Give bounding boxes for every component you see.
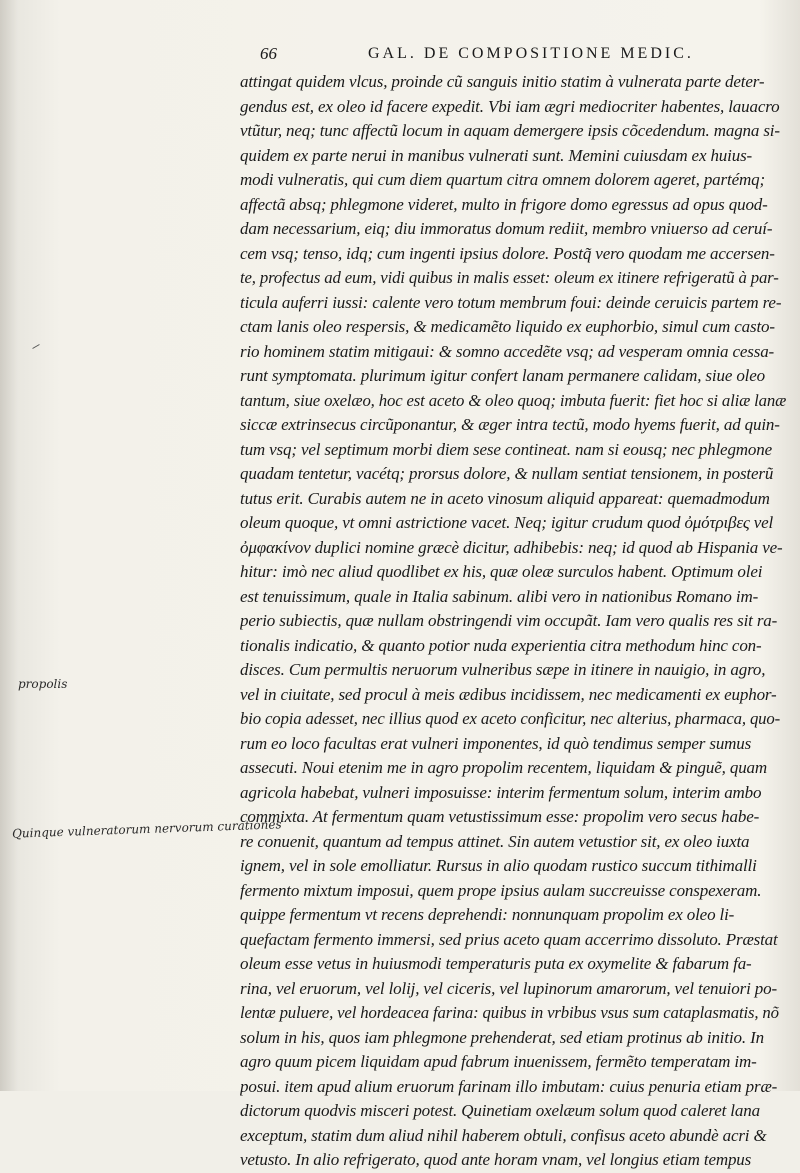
text-line: oleum esse vetus in huiusmodi temperaturis puta ex oxymelite & fabarum fa- (240, 954, 752, 973)
text-line: affectã absq; phlegmone videret, multo in frigore domo egressus ad opus quod- (240, 194, 768, 214)
text-line: rina, vel eruorum, vel lolij, vel ciceris, vel lupinorum amarorum, vel tenuiori po- (240, 978, 777, 998)
text-line: oleum quoque, vt omni astrictione vacet. Neq; igitur crudum quod ὀμότριβες vel (240, 513, 774, 532)
text-line: solum in his, quos iam phlegmone prehenderat, sed etiam protinus ab initio. In (240, 1027, 764, 1047)
text-line: ὀμφακίνον duplici nomine græcè dicitur, adhibebis: neq; id quod ab Hispania ve- (240, 537, 783, 557)
text-line: tionalis indicatio, & quanto potior nuda experientia citra methodum hinc con- (240, 635, 762, 655)
text-line: re conuenit, quantum ad tempus attinet. Sin autem vetustior sit, ex oleo iuxta (240, 831, 750, 851)
text-line: vel in ciuitate, sed procul à meis ædibus incidissem, nec medicamenti ex euphor- (240, 684, 777, 704)
margin-note-propolis: propolis (18, 677, 68, 691)
text-line: lentæ puluere, vel hordeacea farina: quibus in vrbibus vsus sum cataplasmatis, nõ (240, 1003, 779, 1022)
text-line: ticula auferri iussi: calente vero totum membrum foui: deinde ceruicis partem re- (240, 292, 782, 312)
text-line: ctam lanis oleo respersis, & medicamẽto liquido ex euphorbio, simul cum casto- (240, 317, 775, 336)
text-line: quefactam fermento immersi, sed prius aceto quam accerrimo dissoluto. Præstat (240, 929, 778, 949)
text-line: quidem ex parte nerui in manibus vulnerati sunt. Memini cuiusdam ex huius- (240, 145, 753, 165)
text-line: attingat quidem vlcus, proinde cũ sanguis initio statim à vulnerata parte deter- (240, 72, 765, 91)
text-line: posui. item apud alium eruorum farinam illo imbutam: cuius penuria etiam præ- (240, 1076, 778, 1096)
text-line: cem vsq; tenso, idq; cum ingenti ipsius dolore. Postq̃ vero quodam me accersen- (240, 243, 775, 263)
text-line: dam necessarium, eiq; diu immoratus domum rediit, membro vniuerso ad ceruí- (240, 219, 773, 238)
text-line: exceptum, statim dum aliud nihil haberem obtuli, confisus aceto abundè acri & (240, 1125, 767, 1145)
text-line: te, profectus ad eum, vidi quibus in malis esset: oleum ex itinere refrigeratũ à par- (240, 268, 779, 287)
text-line: siccæ extrinsecus circũponantur, & æger intra tectũ, modo hyems fuerit, ad quin- (240, 415, 780, 434)
margin-note-nerves: Quinque vulneratorum nervorum curationes (11, 817, 282, 841)
text-line: ignem, vel in sole emolliatur. Rursus in alio quodam rustico succum tithimalli (240, 856, 757, 875)
page-header (250, 44, 770, 70)
text-line: dictorum quodvis misceri potest. Quinetiam oxelæum solum quod caleret lana (240, 1101, 760, 1120)
text-line: quippe fermentum vt recens deprehendi: nonnunquam propolim ex oleo li- (240, 905, 735, 924)
page-number: 66 (260, 44, 277, 63)
running-head: GAL. DE COMPOSITIONE MEDIC. (368, 45, 694, 62)
text-line: tantum, siue oxelæo, hoc est aceto & oleo quoq; imbuta fuerit: fiet hoc si aliæ lanæ (240, 390, 786, 410)
text-line: agro quum picem liquidam apud fabrum inuenissem, fermẽto temperatam im- (240, 1052, 757, 1071)
text-line: tum vsq; vel septimum morbi diem sese contineat. nam si eousq; nec phlegmone (240, 439, 773, 459)
text-line: fermento mixtum imposui, quem prope ipsius aulam succreuisse conspexeram. (240, 880, 762, 900)
text-line: rum eo loco facultas erat vulneri imponentes, id quò tendimus semper sumus (240, 733, 752, 753)
text-line: commixta. At fermentum quam vetustissimum esse: propolim vero secus habe- (240, 807, 760, 826)
text-line: gendus est, ex oleo id facere expedit. Vbi iam ægri mediocriter habentes, lauacro (240, 96, 780, 116)
text-line: modi vulneratis, qui cum diem quartum citra omnem dolorem ageret, partémq; (240, 170, 765, 189)
text-line: est tenuissimum, quale in Italia sabinum. alibi vero in nationibus Romano im- (240, 586, 759, 606)
text-line: disces. Cum permultis neruorum vulneribus sæpe in itinere in nauigio, in agro, (240, 660, 766, 679)
body-text (240, 70, 786, 1173)
text-line: quadam tentetur, vacétq; prorsus dolore, & nullam sentiat tensionem, in posterũ (240, 464, 774, 483)
text-line: rio hominem statim mitigaui: & somno accedẽte vsq; ad vesperam omnia cessa- (240, 341, 775, 361)
text-line: bio copia adesset, nec illius quod ex aceto conficitur, nec alterius, pharmaca, quo- (240, 709, 781, 728)
text-line: vtũtur, neq; tunc affectũ locum in aquam demergere ipsis cõcedendum. magna si- (240, 121, 780, 140)
text-line: perio subiectis, quæ nullam obstringendi vim occupãt. Iam vero qualis res sit ra- (240, 611, 778, 630)
text-line: runt symptomata. plurimum igitur confert lanam permanere calidam, siue oleo (240, 366, 765, 385)
text-line: vetusto. In alio refrigerato, quod ante horam vnam, vel longius etiam tempus (240, 1150, 752, 1169)
text-line: assecuti. Noui etenim me in agro propolim recentem, liquidam & pinguẽ, quam (240, 758, 768, 777)
text-line: agricola habebat, vulneri imposuisse: interim fermentum solum, interim ambo (240, 782, 762, 802)
text-line: hitur: imò nec aliud quodlibet ex his, quæ oleæ surculos habent. Optimum olei (240, 562, 763, 581)
text-line: tutus erit. Curabis autem ne in aceto vinosum aliquid appareat: quemadmodum (240, 488, 770, 508)
